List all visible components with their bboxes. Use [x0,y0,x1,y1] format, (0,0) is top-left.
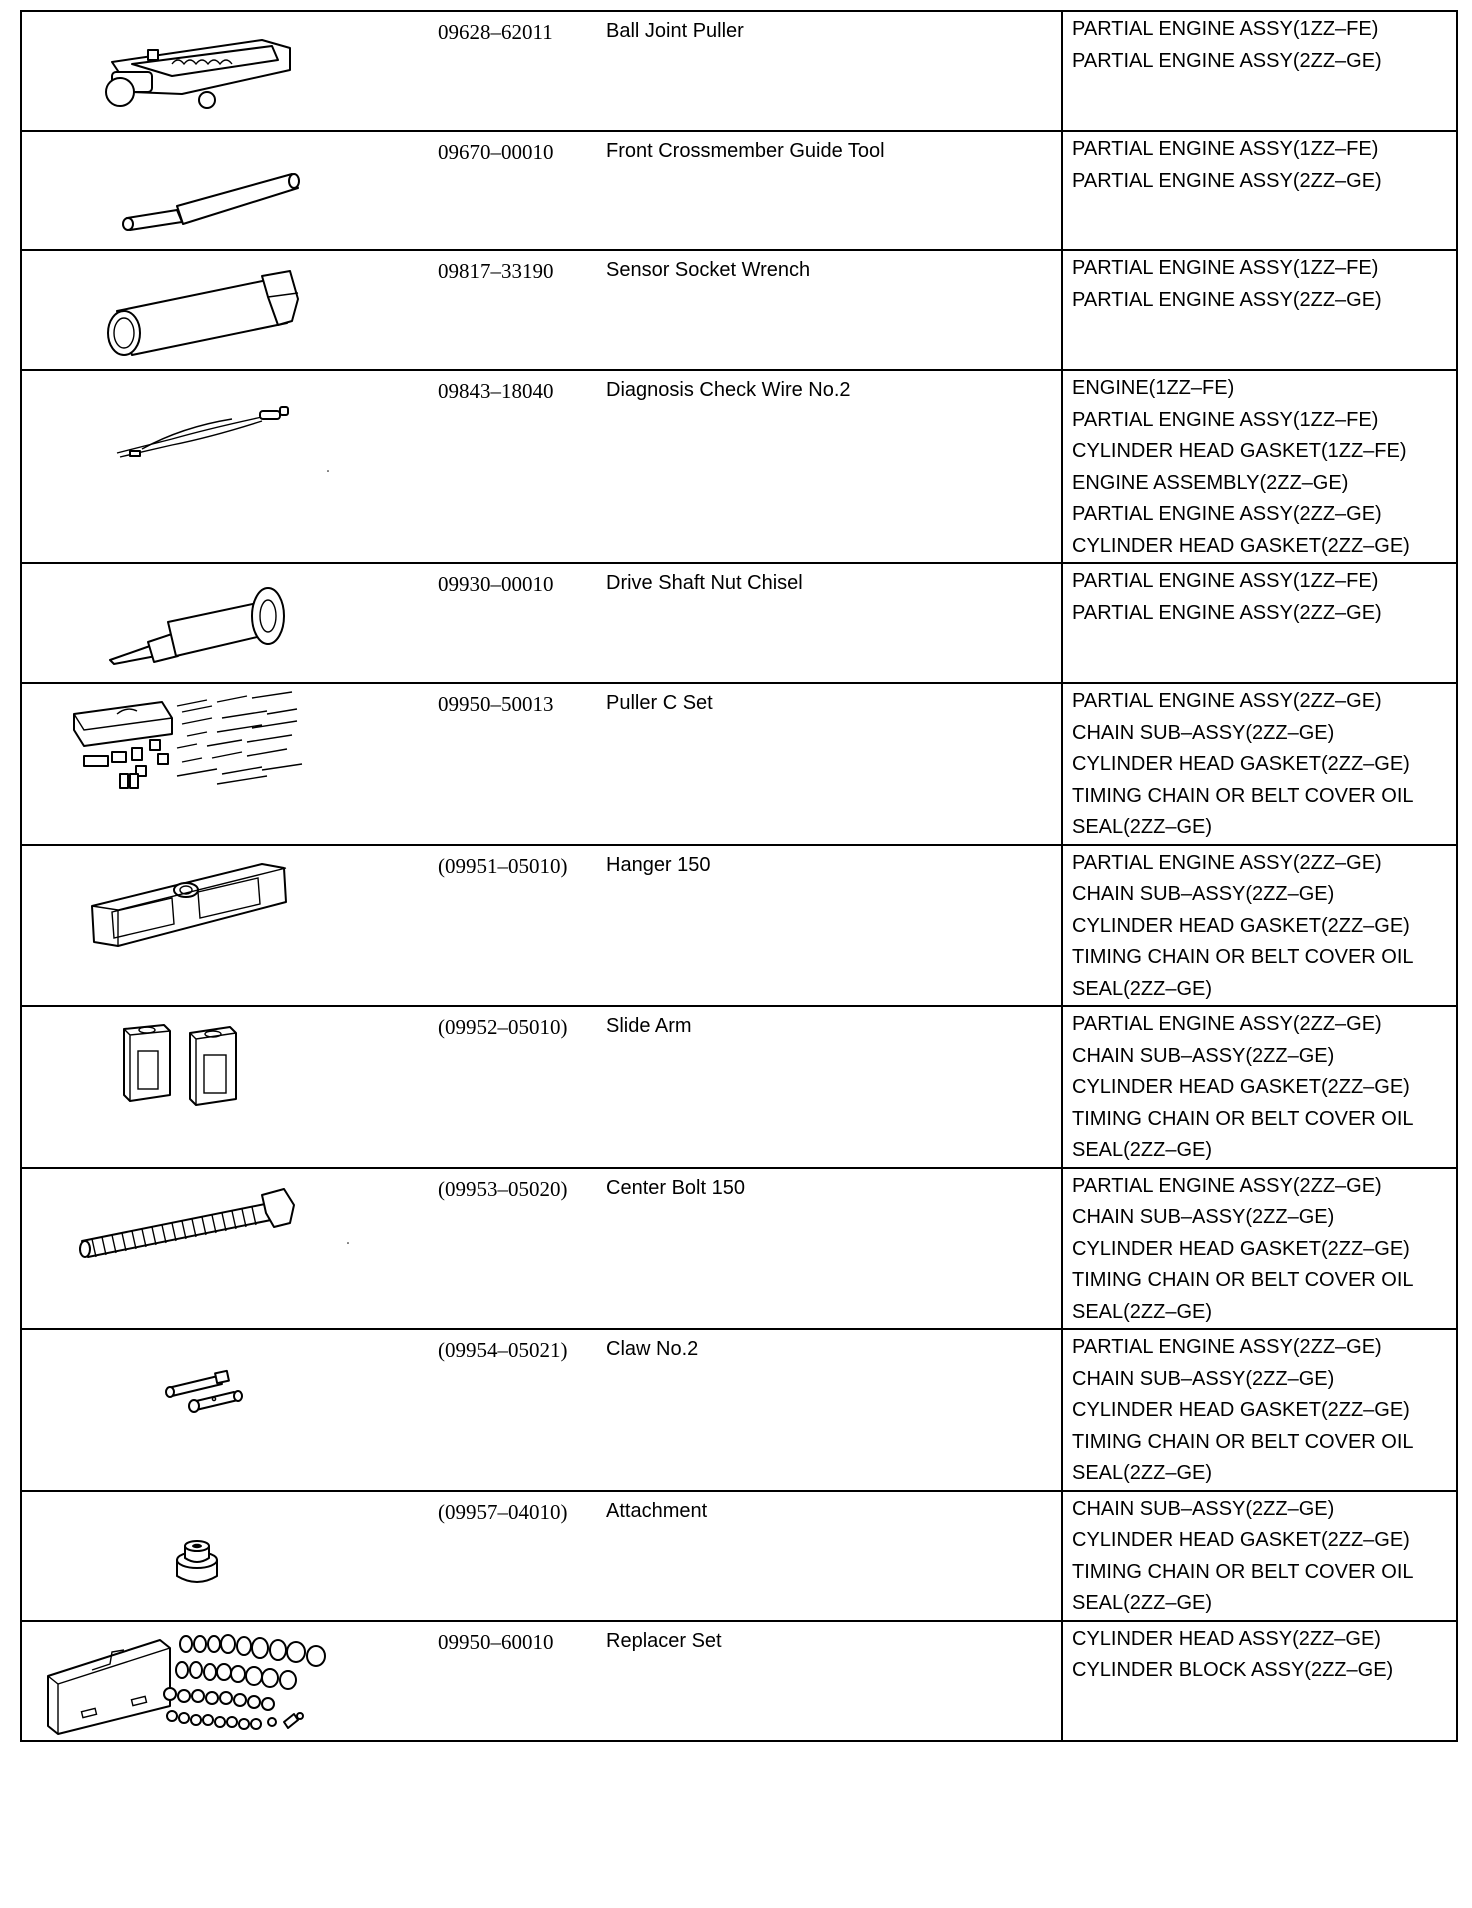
tool-row [21,683,1457,845]
usage-list [1062,11,1457,131]
usage-item: SEAL(2ZZ–GE) [1072,1139,1213,1161]
part-number: (09953–05020) [436,1168,606,1330]
socket-wrench-icon [22,251,437,369]
usage-list [1062,1006,1457,1168]
usage-list [1062,1329,1457,1491]
usage-item: CYLINDER HEAD GASKET(2ZZ–GE) [1072,753,1410,775]
part-number: 09628–62011 [436,11,606,131]
tool-illustration [21,370,436,563]
tool-row [21,11,1457,131]
check-wire-icon [22,371,437,533]
usage-item: PARTIAL ENGINE ASSY(1ZZ–FE) [1072,138,1379,160]
usage-item: TIMING CHAIN OR BELT COVER OIL [1072,1107,1414,1130]
usage-list [1062,370,1457,563]
tool-name: Front Crossmember Guide Tool [606,131,1062,250]
claw-icon [22,1330,437,1466]
part-number: (09952–05010) [436,1006,606,1168]
usage-item: PARTIAL ENGINE ASSY(2ZZ–GE) [1072,601,1382,624]
tool-row [21,845,1457,1007]
tool-name: Slide Arm [606,1006,1062,1168]
tool-row [21,563,1457,683]
usage-item: PARTIAL ENGINE ASSY(1ZZ–FE) [1072,18,1379,40]
usage-item: CHAIN SUB–ASSY(2ZZ–GE) [1072,883,1335,905]
tool-row [21,1621,1457,1741]
usage-item: CYLINDER HEAD GASKET(2ZZ–GE) [1072,1399,1410,1421]
usage-item: CHAIN SUB–ASSY(2ZZ–GE) [1072,1044,1335,1067]
hanger-icon [22,846,437,982]
usage-list [1062,131,1457,250]
tool-illustration [21,563,436,683]
tool-name: Drive Shaft Nut Chisel [606,563,1062,683]
usage-item: PARTIAL ENGINE ASSY(2ZZ–GE) [1072,1336,1382,1358]
tool-name: Puller C Set [606,683,1062,845]
usage-item: TIMING CHAIN OR BELT COVER OIL [1072,784,1414,807]
usage-item: CYLINDER BLOCK ASSY(2ZZ–GE) [1072,1659,1394,1681]
usage-list [1062,1491,1457,1621]
tool-illustration [21,1168,436,1330]
usage-item: PARTIAL ENGINE ASSY(2ZZ–GE) [1072,169,1382,192]
tool-illustration [21,1621,436,1741]
usage-item: TIMING CHAIN OR BELT COVER OIL [1072,1560,1414,1583]
puller-set-icon [22,684,437,819]
usage-item: SEAL(2ZZ–GE) [1072,816,1213,838]
part-number: (09951–05010) [436,845,606,1007]
usage-item: PARTIAL ENGINE ASSY(1ZZ–FE) [1072,570,1379,592]
usage-list [1062,845,1457,1007]
center-bolt-icon [22,1169,437,1304]
tool-illustration [21,250,436,370]
tool-name: Ball Joint Puller [606,11,1062,131]
tool-illustration [21,1329,436,1491]
usage-item: PARTIAL ENGINE ASSY(2ZZ–GE) [1072,1174,1382,1197]
usage-item: ENGINE(1ZZ–FE) [1072,377,1235,399]
tool-illustration [21,1006,436,1168]
slide-arm-icon [22,1007,437,1143]
usage-item: CHAIN SUB–ASSY(2ZZ–GE) [1072,1206,1335,1228]
usage-item: SEAL(2ZZ–GE) [1072,1462,1213,1484]
usage-item: PARTIAL ENGINE ASSY(2ZZ–GE) [1072,851,1382,874]
usage-item: PARTIAL ENGINE ASSY(1ZZ–FE) [1072,408,1379,431]
usage-item: PARTIAL ENGINE ASSY(2ZZ–GE) [1072,288,1382,311]
tool-row [21,250,1457,370]
usage-item: TIMING CHAIN OR BELT COVER OIL [1072,1269,1414,1291]
usage-item: PARTIAL ENGINE ASSY(2ZZ–GE) [1072,1013,1382,1035]
tool-name: Replacer Set [606,1621,1062,1741]
tool-name: Sensor Socket Wrench [606,250,1062,370]
tool-illustration [21,683,436,845]
part-number: (09954–05021) [436,1329,606,1491]
tool-row [21,1329,1457,1491]
tool-row [21,1168,1457,1330]
part-number: 09930–00010 [436,563,606,683]
usage-item: CYLINDER HEAD GASKET(2ZZ–GE) [1072,1237,1410,1260]
usage-item: CYLINDER HEAD ASSY(2ZZ–GE) [1072,1627,1381,1650]
usage-list [1062,683,1457,845]
usage-item: CHAIN SUB–ASSY(2ZZ–GE) [1072,1497,1335,1520]
part-number: 09950–50013 [436,683,606,845]
tool-illustration [21,11,436,131]
tool-row [21,1491,1457,1621]
usage-item: CYLINDER HEAD GASKET(1ZZ–FE) [1072,440,1407,462]
replacer-set-icon [22,1622,437,1740]
tool-name: Diagnosis Check Wire No.2 [606,370,1062,563]
usage-item: PARTIAL ENGINE ASSY(2ZZ–GE) [1072,49,1382,72]
usage-list [1062,1168,1457,1330]
usage-item: CYLINDER HEAD GASKET(2ZZ–GE) [1072,1076,1410,1098]
usage-list [1062,563,1457,683]
part-number: 09670–00010 [436,131,606,250]
tool-illustration [21,131,436,250]
tool-row [21,131,1457,250]
usage-item: SEAL(2ZZ–GE) [1072,1300,1213,1323]
attachment-icon [22,1492,437,1610]
tool-name: Claw No.2 [606,1329,1062,1491]
usage-item: SEAL(2ZZ–GE) [1072,1592,1213,1614]
usage-item: TIMING CHAIN OR BELT COVER OIL [1072,946,1414,968]
tool-row [21,370,1457,563]
usage-item: PARTIAL ENGINE ASSY(1ZZ–FE) [1072,257,1379,279]
usage-list [1062,250,1457,370]
tool-illustration [21,1491,436,1621]
usage-item: CYLINDER HEAD GASKET(2ZZ–GE) [1072,1529,1410,1551]
ball-joint-puller-icon [22,12,437,130]
usage-item: PARTIAL ENGINE ASSY(2ZZ–GE) [1072,690,1382,712]
tool-name: Attachment [606,1491,1062,1621]
tool-name: Hanger 150 [606,845,1062,1007]
usage-item: PARTIAL ENGINE ASSY(2ZZ–GE) [1072,503,1382,525]
chisel-icon [22,564,437,682]
usage-item: CHAIN SUB–ASSY(2ZZ–GE) [1072,721,1335,744]
usage-list [1062,1621,1457,1741]
tool-name: Center Bolt 150 [606,1168,1062,1330]
part-number: 09817–33190 [436,250,606,370]
guide-tool-icon [22,132,437,249]
usage-item: ENGINE ASSEMBLY(2ZZ–GE) [1072,471,1349,494]
tool-row [21,1006,1457,1168]
usage-item: TIMING CHAIN OR BELT COVER OIL [1072,1430,1414,1453]
usage-item: CHAIN SUB–ASSY(2ZZ–GE) [1072,1367,1335,1390]
tool-illustration [21,845,436,1007]
part-number: (09957–04010) [436,1491,606,1621]
special-service-tools-table [20,10,1458,1742]
part-number: 09950–60010 [436,1621,606,1741]
part-number: 09843–18040 [436,370,606,563]
usage-item: CYLINDER HEAD GASKET(2ZZ–GE) [1072,534,1410,557]
usage-item: CYLINDER HEAD GASKET(2ZZ–GE) [1072,914,1410,937]
usage-item: SEAL(2ZZ–GE) [1072,977,1213,1000]
